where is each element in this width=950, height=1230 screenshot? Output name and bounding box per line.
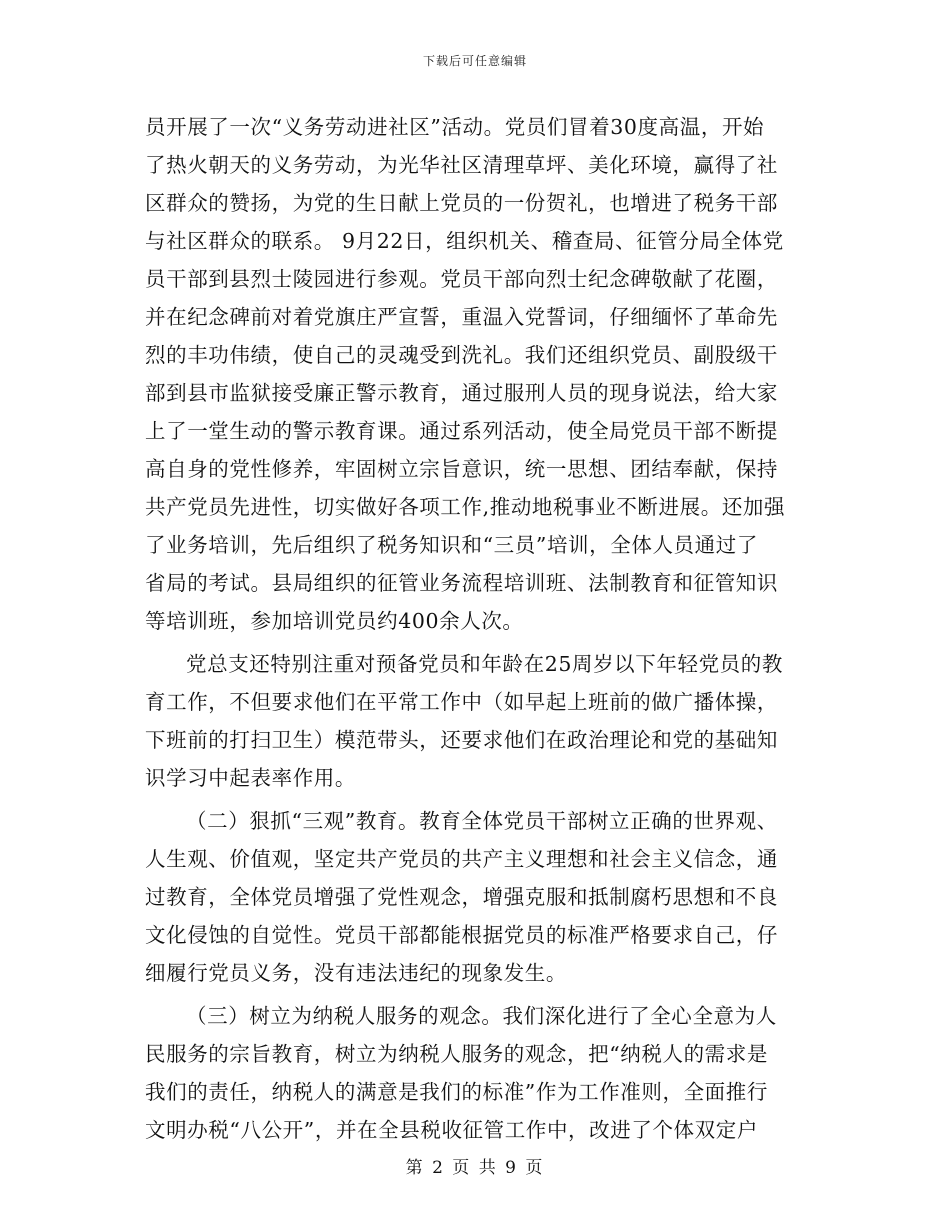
text-line: （二）狠抓“三观”教育。教育全体党员干部树立正确的世界观、 <box>186 809 778 833</box>
paragraph <box>145 802 805 992</box>
paragraph <box>145 645 805 797</box>
document-body <box>145 108 805 1149</box>
page-number-footer: 第 2 页 共 9 页 <box>405 1158 545 1178</box>
text-line: 区群众的赞扬，为党的生日献上党员的一份贺礼，也增进了税务干部 <box>145 191 778 215</box>
text-line: 等培训班，参加培训党员约400余人次。 <box>145 609 524 633</box>
text-line: 烈的丰功伟绩，使自己的灵魂受到洗礼。我们还组织党员、副股级干 <box>145 343 778 367</box>
text-line: 育工作，不但要求他们在平常工作中（如早起上班前的做广播体操， <box>145 690 778 714</box>
text-line: 识学习中起表率作用。 <box>145 766 356 790</box>
text-line: 党总支还特别注重对预备党员和年龄在25周岁以下年轻党员的教 <box>186 652 783 676</box>
text-line: 了业务培训，先后组织了税务知识和“三员”培训，全体人员通过了 <box>145 533 758 557</box>
text-line: 并在纪念碑前对着党旗庄严宣誓，重温入党誓词，仔细缅怀了革命先 <box>145 305 778 329</box>
paragraph <box>145 108 805 640</box>
paragraph <box>145 997 805 1149</box>
text-line: 上了一堂生动的警示教育课。通过系列活动，使全局党员干部不断提 <box>145 419 778 443</box>
text-line: 与社区群众的联系。 9月22日，组织机关、稽查局、征管分局全体党 <box>145 229 784 253</box>
text-line: 共产党员先进性，切实做好各项工作,推动地税事业不断进展。还加强 <box>145 495 786 519</box>
text-line: 员干部到县烈士陵园进行参观。党员干部向烈士纪念碑敬献了花圈， <box>145 267 778 291</box>
text-line: 员开展了一次“义务劳动进社区”活动。党员们冒着30度高温，开始 <box>145 115 765 139</box>
text-line: 省局的考试。县局组织的征管业务流程培训班、法制教育和征管知识 <box>145 571 778 595</box>
text-line: 高自身的党性修养，牢固树立宗旨意识，统一思想、团结奉献，保持 <box>145 457 778 481</box>
text-line: 下班前的打扫卫生）模范带头，还要求他们在政治理论和党的基础知 <box>145 728 778 752</box>
page-header: 下载后可任意编辑 <box>422 54 527 68</box>
text-line: 细履行党员义务，没有违法违纪的现象发生。 <box>145 961 567 985</box>
text-line: 文明办税“八公开”，并在全县税收征管工作中，改进了个体双定户 <box>145 1118 758 1142</box>
text-line: 人生观、价值观，坚定共产党员的共产主义理想和社会主义信念，通 <box>145 847 778 871</box>
text-line: 文化侵蚀的自觉性。党员干部都能根据党员的标准严格要求自己，仔 <box>145 923 778 947</box>
text-line: 了热火朝天的义务劳动，为光华社区清理草坪、美化环境，赢得了社 <box>145 153 778 177</box>
text-line: 过教育，全体党员增强了党性观念，增强克服和抵制腐朽思想和不良 <box>145 885 778 909</box>
text-line: 我们的责任，纳税人的满意是我们的标准”作为工作准则，全面推行 <box>145 1080 768 1104</box>
text-line: 民服务的宗旨教育，树立为纳税人服务的观念，把“纳税人的需求是 <box>145 1042 768 1066</box>
text-line: （三）树立为纳税人服务的观念。我们深化进行了全心全意为人 <box>186 1004 777 1028</box>
text-line: 部到县市监狱接受廉正警示教育，通过服刑人员的现身说法，给大家 <box>145 381 778 405</box>
